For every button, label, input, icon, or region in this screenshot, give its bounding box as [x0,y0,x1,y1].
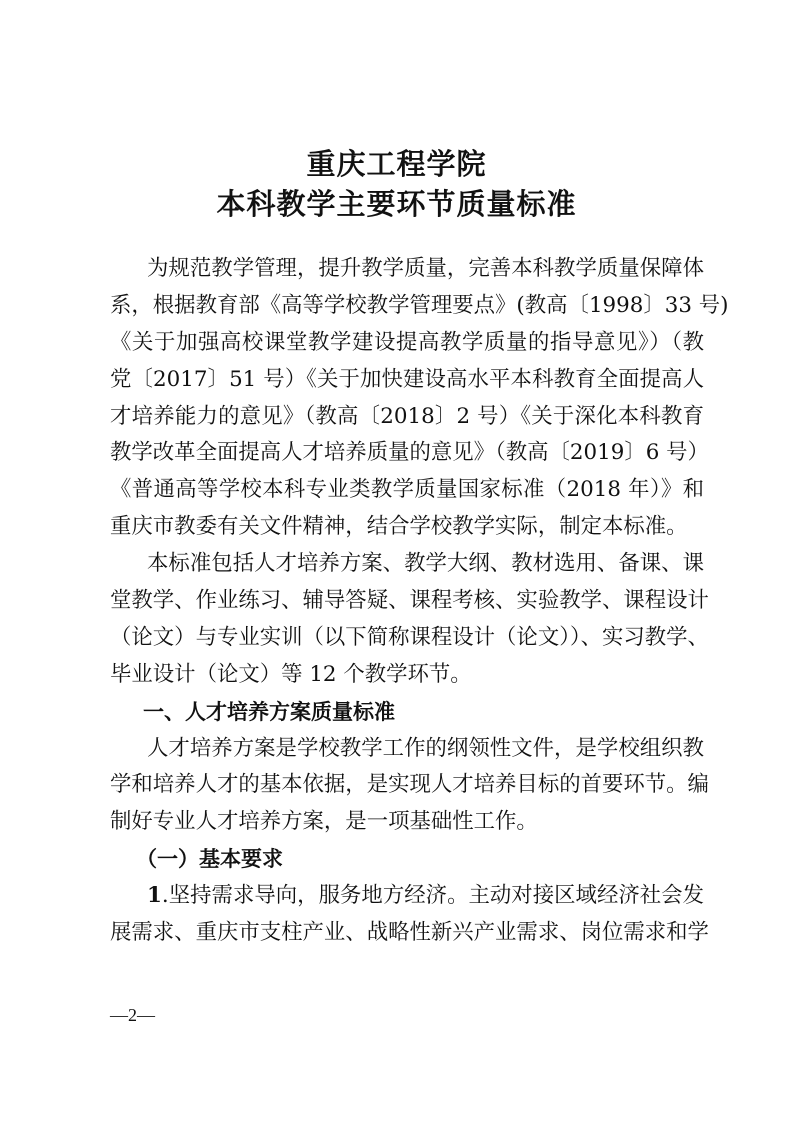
list-item [110,878,709,952]
text-line: 党〔2017〕51 号）《关于加快建设高水平本科教育全面提高人 [110,366,704,392]
text-line: 教学改革全面提高人才培养质量的意见》（教高〔2019〕6 号） [110,440,709,466]
document-body [110,251,729,952]
text-line: 学和培养人才的基本依据，是实现人才培养目标的首要环节。编 [110,772,709,798]
text-line: 《关于加强高校课堂教学建设提高教学质量的指导意见》）（教 [110,329,704,355]
item-text: .坚持需求导向，服务地方经济。主动对接区域经济社会发 [161,883,704,909]
text-line: 《普通高等学校本科专业类教学质量国家标准（2018 年）》和 [110,477,704,503]
paragraph-training-plan [110,731,709,842]
text-line: 人才培养方案是学校教学工作的纲领性文件，是学校组织教 [147,735,704,761]
text-line: 本标准包括人才培养方案、教学大纲、教材选用、备课、课 [147,551,704,577]
text-line [110,878,704,915]
document-title-school: 重庆工程学院 [306,147,487,181]
text-line: 系，根据教育部《高等学校教学管理要点》(教高〔1998〕33 号) [110,292,729,318]
text-line: 制好专业人才培养方案，是一项基础性工作。 [110,809,538,835]
text-line: 才培养能力的意见》（教高〔2018〕2 号）《关于深化本科教育 [110,403,704,429]
text-line: 展需求、重庆市支柱产业、战略性新兴产业需求、岗位需求和学 [110,920,709,946]
paragraph-purpose [110,251,729,546]
text-line: 堂教学、作业练习、辅导答疑、课程考核、实验教学、课程设计 [110,588,709,614]
text-line: 毕业设计（论文）等 12 个教学环节。 [110,661,472,687]
paragraph-scope [110,546,709,694]
subsection-heading: （一）基本要求 [136,847,283,872]
section-heading: 一、人才培养方案质量标准 [143,699,395,724]
text-line: 为规范教学管理，提升教学质量，完善本科教学质量保障体 [147,256,704,281]
page-number: —2— [110,1005,155,1025]
item-number: 1 [147,883,162,909]
text-line: （论文）与专业实训（以下简称课程设计（论文））、实习教学、 [110,624,709,650]
text-line: 重庆市教委有关文件精神，结合学校教学实际，制定本标准。 [110,514,688,540]
document-title-standard: 本科教学主要环节质量标准 [216,187,577,221]
